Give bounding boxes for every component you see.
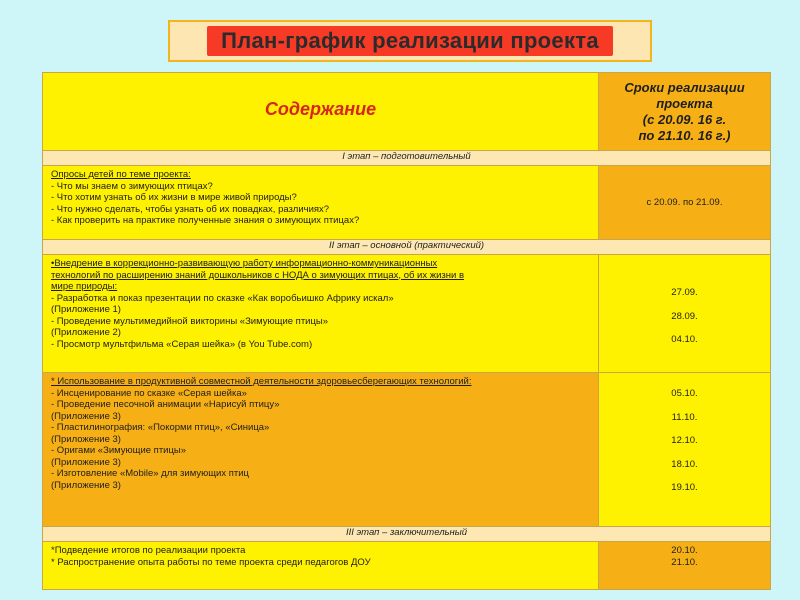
stage3-line: *Подведение итогов по реализации проекта [51, 545, 246, 556]
stage1-line: - Что хотим узнать об их жизни в мире живой природы? [51, 192, 297, 203]
title-frame [168, 20, 652, 62]
header-dates-line: Сроки реализации [624, 79, 745, 95]
stage2-block2-row [43, 373, 771, 527]
stage1-content-cell [43, 166, 599, 240]
stage1-label: I этап – подготовительный [43, 151, 771, 166]
stage2-block2-line: - Проведение песочной анимации «Нарисуй птицу» [51, 399, 280, 410]
stage2-label: II этап – основной (практический) [43, 240, 771, 255]
stage2-block1-dates-cell [599, 255, 771, 373]
header-dates-line: по 21.10. 16 г.) [638, 127, 731, 143]
stage2-block1-cell [43, 255, 599, 373]
stage2-block2-line: (Приложение 3) [51, 456, 121, 468]
stage2-block2-cell [43, 373, 599, 527]
title-highlight [207, 26, 613, 56]
stage1-line: - Как проверить на практике полученные знания о зимующих птицах? [51, 215, 360, 226]
stage3-row [43, 527, 771, 542]
header-content-cell [43, 73, 599, 151]
stage1-line: Опросы детей по теме проекта: [51, 169, 191, 180]
stage2-row [43, 240, 771, 255]
stage3-date: 21.10. [671, 556, 698, 568]
stage2-block1-date: 27.09. [671, 287, 698, 298]
stage2-block2-dates-cell [599, 373, 771, 527]
page-title: План-график реализации проекта [221, 28, 599, 53]
stage3-label: III этап – заключительный [43, 527, 771, 542]
stage2-block1-line: технологий по расширению знаний дошкольников с НОДА о зимующих птицах, об их жизни в [51, 269, 465, 281]
stage1-line: - Что мы знаем о зимующих птицах? [51, 180, 213, 192]
stage2-block1-line: (Приложение 1) [51, 304, 121, 315]
stage2-block1-line: (Приложение 2) [51, 327, 121, 338]
stage2-block2-line: - Пластилинография: «Покорми птиц», «Синица» [51, 422, 270, 433]
stage3-dates-cell [599, 542, 771, 590]
stage1-dates-cell [599, 166, 771, 240]
stage2-block1-line: - Просмотр мультфильма «Серая шейка» (в You Tube.com) [51, 338, 313, 350]
stage2-block2-line: (Приложение 3) [51, 410, 121, 422]
stage2-block2-date: 05.10. [671, 388, 698, 399]
stage2-block2-line: (Приложение 3) [51, 479, 121, 491]
stage2-block1-line: - Разработка и показ презентации по сказке «Как воробьишко Африку искал» [51, 292, 394, 304]
stage1-content-row [43, 166, 771, 240]
header-dates-cell [599, 73, 771, 151]
stage2-block1-line: мире природы: [51, 281, 118, 292]
stage1-dates: с 20.09. по 21.09. [646, 196, 723, 208]
stage2-block1-row [43, 255, 771, 373]
stage2-block1-line: •Внедрение в коррекционно-развивающую работу информационно-коммуникационных [51, 258, 438, 269]
stage1-line: - Что нужно сделать, чтобы узнать об их повадках, различиях? [51, 203, 330, 215]
header-content-label: Содержание [264, 99, 377, 120]
stage2-block2-line: (Приложение 3) [51, 433, 121, 445]
stage2-block2-date: 19.10. [671, 482, 698, 493]
header-dates-line: (с 20.09. 16 г. [642, 111, 727, 127]
stage2-block2-line: - Оригами «Зимующие птицы» [51, 445, 187, 456]
stage2-block2-date: 18.10. [671, 458, 698, 470]
plan-table [42, 72, 771, 590]
stage2-block1-date: 04.10. [671, 334, 698, 345]
stage2-block1-line: - Проведение мультимедийной викторины «Зимующие птицы» [51, 315, 329, 327]
header-row [43, 73, 771, 151]
stage3-content-row [43, 542, 771, 590]
stage2-block2-line: - Инсценирование по сказке «Серая шейка» [51, 387, 247, 399]
stage3-content-cell [43, 542, 599, 590]
stage1-row [43, 151, 771, 166]
stage2-block2-line: * Использование в продуктивной совместной деятельности здоровьесберегающих технологий: [51, 376, 472, 387]
stage3-line: * Распространение опыта работы по теме проекта среди педагогов ДОУ [51, 556, 371, 568]
stage2-block2-date: 12.10. [671, 435, 698, 446]
stage2-block2-date: 11.10. [671, 411, 698, 423]
stage3-date: 20.10. [671, 545, 698, 556]
stage2-block1-date: 28.09. [671, 310, 698, 322]
header-dates-line: проекта [656, 95, 713, 111]
stage2-block2-line: - Изготовление «Mobile» для зимующих птиц [51, 468, 249, 479]
